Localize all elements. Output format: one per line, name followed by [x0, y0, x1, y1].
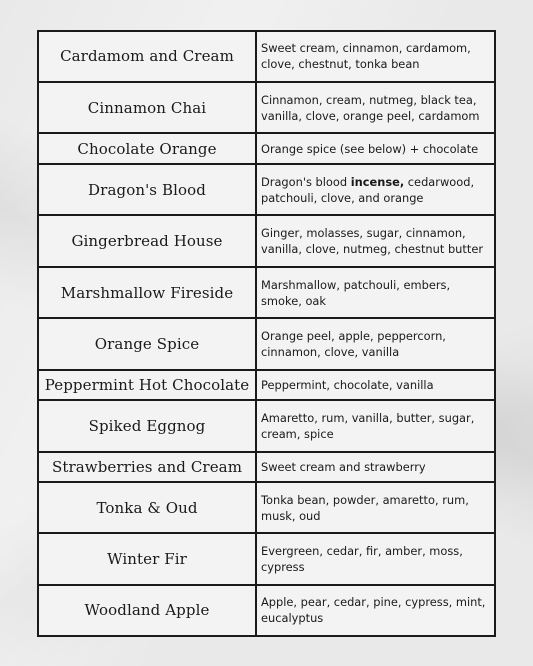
scent-name: Winter Fir	[39, 533, 256, 585]
scent-name: Woodland Apple	[39, 585, 256, 635]
scent-notes-emphasis: incense,	[350, 174, 405, 189]
table-row	[39, 370, 494, 400]
scent-name: Chocolate Orange	[39, 133, 256, 163]
scent-name: Cardamom and Cream	[39, 32, 256, 82]
scent-name: Cinnamon Chai	[39, 82, 256, 134]
scent-name: Dragon's Blood	[39, 164, 256, 216]
table-row	[39, 482, 494, 534]
scent-notes-part: Dragon's blood	[261, 174, 351, 189]
scent-notes: Marshmallow, patchouli, embers, smoke, oak	[256, 267, 494, 319]
scent-name: Orange Spice	[39, 318, 256, 370]
scent-notes: Ginger, molasses, sugar, cinnamon, vanilla, clove, nutmeg, chestnut butter	[256, 215, 494, 267]
table-row	[39, 215, 494, 267]
table-row	[39, 133, 494, 163]
table-row	[39, 267, 494, 319]
scent-name: Tonka & Oud	[39, 482, 256, 534]
scent-notes: Cinnamon, cream, nutmeg, black tea, vanilla, clove, orange peel, cardamom	[256, 82, 494, 134]
scent-name: Gingerbread House	[39, 215, 256, 267]
table-row	[39, 318, 494, 370]
scent-notes: Apple, pear, cedar, pine, cypress, mint, eucalyptus	[256, 585, 494, 635]
scent-name: Strawberries and Cream	[39, 452, 256, 482]
scent-notes: Orange peel, apple, peppercorn, cinnamon, clove, vanilla	[256, 318, 494, 370]
scent-notes: Orange spice (see below) + chocolate	[256, 133, 494, 163]
scent-notes: Tonka bean, powder, amaretto, rum, musk, oud	[256, 482, 494, 534]
table-row	[39, 400, 494, 452]
table-row	[39, 32, 494, 82]
scent-notes	[256, 164, 494, 216]
table-row	[39, 164, 494, 216]
table-row	[39, 533, 494, 585]
scent-name: Marshmallow Fireside	[39, 267, 256, 319]
table-row	[39, 585, 494, 635]
scent-notes: Evergreen, cedar, fir, amber, moss, cypress	[256, 533, 494, 585]
scent-notes: Sweet cream and strawberry	[256, 452, 494, 482]
table-row	[39, 82, 494, 134]
scent-notes-part: cedarwood, patchouli, clove, and orange	[261, 174, 475, 205]
scent-table	[39, 32, 494, 635]
scent-name: Spiked Eggnog	[39, 400, 256, 452]
scent-notes: Amaretto, rum, vanilla, butter, sugar, cream, spice	[256, 400, 494, 452]
scent-name: Peppermint Hot Chocolate	[39, 370, 256, 400]
scent-notes: Sweet cream, cinnamon, cardamom, clove, chestnut, tonka bean	[256, 32, 494, 82]
table-row	[39, 452, 494, 482]
scent-notes: Peppermint, chocolate, vanilla	[256, 370, 494, 400]
scent-table-card	[37, 30, 496, 637]
